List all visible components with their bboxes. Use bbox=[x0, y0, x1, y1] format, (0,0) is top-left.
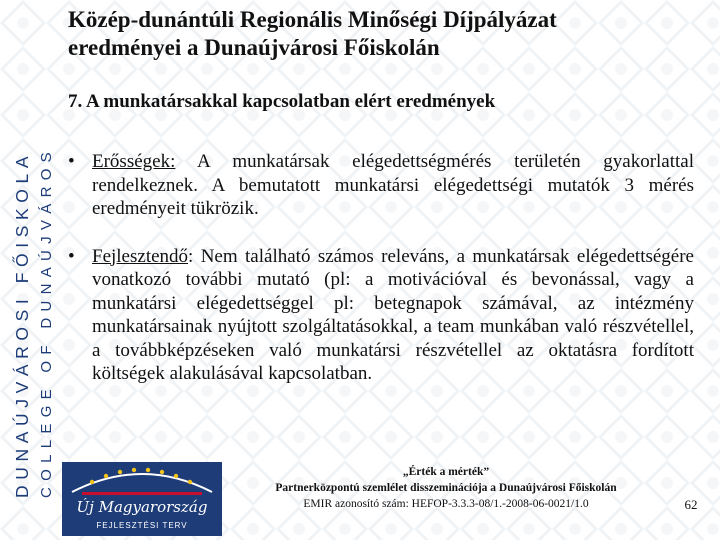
title-line-1: Közép-dunántúli Regionális Minőségi Díjpályázat bbox=[68, 7, 557, 32]
logo-main-text: Új Magyarország bbox=[76, 498, 208, 516]
college-vertical-brand bbox=[6, 36, 58, 506]
bullet-term-improvements: Fejlesztendő bbox=[92, 245, 189, 267]
brand-line-hungarian: DUNAÚJVÁROSI FŐISKOLA bbox=[12, 150, 32, 498]
title-line-2: eredményei a Dunaújvárosi Főiskolán bbox=[68, 35, 440, 60]
footer-quote: „Érték a mérték” bbox=[402, 466, 490, 478]
footer-project-title: Partnerközpontú szemlélet disszeminációja a Dunaújvárosi Főiskolán bbox=[275, 482, 617, 494]
uj-magyarorszag-logo bbox=[62, 462, 222, 536]
bullet-marker: • bbox=[68, 151, 75, 172]
page-title bbox=[68, 6, 708, 62]
section-subtitle: 7. A munkatársakkal kapcsolatban elért eredmények bbox=[68, 91, 496, 112]
footer-emir-id: EMIR azonosító szám: HEFOP-3.3.3-08/1.-2008-06-0021/1.0 bbox=[303, 498, 589, 510]
logo-sub-text: FEJLESZTÉSI TERV bbox=[96, 521, 188, 530]
bullet-text-strengths: A munkatársak elégedettségmérés területén gyakorlattal rendelkeznek. A bemutatott munkatársi elégedettségi mutatók 3 mérés eredményeit tükrözik. bbox=[92, 151, 694, 219]
bullet-strengths bbox=[68, 150, 694, 221]
bullet-text-improvements: : Nem található számos releváns, a munkatársak elégedettségére vonatkozó további mutató (pl: a motivációval és bevonással, vagy a munkatársi elégedettséggel pl: betegnapok számával, az intézmény munkatársainak nyújtott szolgáltatásokkal, a team munkában való részvétellel, a továbbképzéseken való munkatársi részvétellel az oktatásra fordított költségek alakulásával kapcsolatban. bbox=[92, 245, 694, 384]
footer-text bbox=[226, 464, 666, 512]
page-number: 62 bbox=[684, 497, 698, 512]
bullet-list bbox=[68, 150, 694, 410]
brand-line-english: COLLEGE OF DUNAÚJVÁROS bbox=[38, 146, 55, 498]
bullet-term-strengths: Erősségek: bbox=[92, 151, 176, 172]
bullet-improvements bbox=[68, 245, 694, 386]
bullet-marker: • bbox=[68, 245, 75, 267]
